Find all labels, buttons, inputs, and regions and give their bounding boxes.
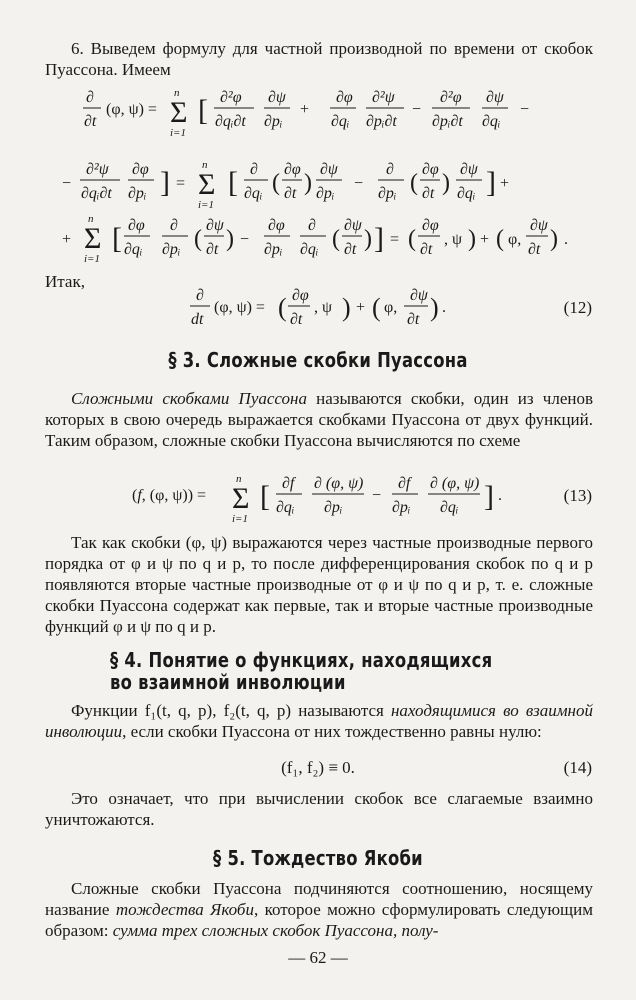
svg-text:(f, (φ, ψ)) =: (f, (φ, ψ)) = (132, 487, 207, 504)
equation-14-number: (14) (563, 758, 592, 777)
svg-text:=: = (390, 231, 400, 248)
svg-text:∂f: ∂f (282, 475, 295, 492)
svg-text:∂pᵢ: ∂pᵢ (162, 241, 181, 258)
svg-text:i=1: i=1 (170, 127, 186, 139)
svg-text:(: ( (496, 226, 504, 252)
svg-text:(: ( (272, 170, 280, 196)
svg-text:n: n (174, 87, 180, 99)
svg-text:n: n (202, 159, 208, 171)
svg-text:∂qᵢ∂t: ∂qᵢ∂t (215, 113, 246, 130)
svg-text:∂pᵢ∂t: ∂pᵢ∂t (366, 113, 397, 130)
svg-text:∂t: ∂t (84, 113, 97, 130)
svg-text:): ) (442, 170, 450, 196)
svg-text:]: ] (486, 166, 496, 199)
equation-12-number: (12) (563, 298, 592, 317)
svg-text:∂qᵢ: ∂qᵢ (276, 499, 295, 516)
svg-text:∂²φ: ∂²φ (440, 89, 462, 106)
svg-text:+: + (62, 231, 72, 248)
term-complex-brackets: Сложными скобками Пуассона (71, 389, 307, 408)
equation-14: (f₁, f₂) ≡ 0. (281, 758, 355, 777)
svg-text:dt: dt (191, 311, 204, 328)
svg-text:, ψ: , ψ (444, 231, 463, 248)
svg-text:∂t: ∂t (284, 185, 297, 202)
page-number: — 62 — (288, 948, 348, 967)
svg-text:[: [ (228, 166, 238, 199)
section-3-paragraph-1: Сложными скобками Пуассона называются скобки, один из членов которых в свою очередь выражается скобками Пуассона от двух функций. Таким образом, сложные скобки Пуассона вычисляются по схеме (45, 389, 593, 450)
itak-label: Итак, (45, 272, 85, 291)
svg-text:∂φ: ∂φ (128, 217, 145, 234)
svg-text:∂f: ∂f (398, 475, 411, 492)
svg-text:−: − (354, 175, 364, 192)
svg-text:[: [ (260, 480, 270, 513)
svg-text:−: − (240, 231, 250, 248)
svg-text:): ) (550, 226, 558, 252)
svg-text:∂qᵢ: ∂qᵢ (124, 241, 143, 258)
svg-text:∂: ∂ (386, 161, 394, 178)
svg-text:∂qᵢ∂t: ∂qᵢ∂t (81, 185, 112, 202)
svg-text:i=1: i=1 (232, 513, 248, 525)
svg-text:+: + (300, 101, 310, 118)
svg-text:∂: ∂ (170, 217, 178, 234)
svg-text:∂qᵢ: ∂qᵢ (300, 241, 319, 258)
svg-text:∂ψ: ∂ψ (320, 161, 338, 178)
svg-text:∂: ∂ (196, 287, 204, 304)
svg-text:∂pᵢ: ∂pᵢ (264, 241, 283, 258)
svg-text:∂t: ∂t (290, 311, 303, 328)
svg-text:∂qᵢ: ∂qᵢ (331, 113, 350, 130)
svg-text:∂φ: ∂φ (132, 161, 149, 178)
svg-text:∂φ: ∂φ (292, 287, 309, 304)
svg-text:∂ψ: ∂ψ (206, 217, 224, 234)
svg-text:(: ( (410, 170, 418, 196)
equation-dt-poisson-bracket (0, 84, 636, 274)
svg-text:Σ: Σ (170, 96, 188, 129)
svg-text:∂: ∂ (308, 217, 316, 234)
svg-text:∂pᵢ: ∂pᵢ (324, 499, 343, 516)
svg-text:Σ: Σ (232, 482, 250, 515)
svg-text:=: = (176, 175, 186, 192)
svg-text:]: ] (484, 480, 494, 513)
svg-text:∂φ: ∂φ (268, 217, 285, 234)
svg-text:i=1: i=1 (84, 253, 100, 265)
section-4-heading-line-2: во взаимной инволюции (110, 670, 346, 694)
svg-text:∂ψ: ∂ψ (410, 287, 428, 304)
jacobi-statement: сумма трех сложных скобок Пуассона, полу- (112, 921, 439, 940)
equation-13 (0, 468, 636, 528)
svg-text:.: . (498, 487, 502, 504)
svg-text:(: ( (194, 226, 202, 252)
svg-text:φ,: φ, (508, 231, 522, 248)
svg-text:−: − (62, 175, 72, 192)
svg-text:Σ: Σ (84, 222, 102, 255)
section-4-heading-line-1: § 4. Понятие о функциях, находящихся (110, 648, 493, 672)
svg-text:(: ( (278, 293, 287, 322)
svg-text:(: ( (372, 293, 381, 322)
svg-text:): ) (226, 226, 234, 252)
svg-text:∂ψ: ∂ψ (344, 217, 362, 234)
intro-paragraph: 6. Выведем формулу для частной производной по времени от скобок Пуассона. Имеем (45, 39, 593, 79)
section-3-heading: § 3. Сложные скобки Пуассона (168, 348, 468, 372)
svg-text:∂: ∂ (250, 161, 258, 178)
svg-text:(φ, ψ) =: (φ, ψ) = (214, 299, 265, 316)
svg-text:∂qᵢ: ∂qᵢ (440, 499, 459, 516)
svg-text:∂pᵢ: ∂pᵢ (128, 185, 147, 202)
svg-text:n: n (88, 213, 94, 225)
term-jacobi-identity: тождества Якоби (115, 900, 254, 919)
svg-text:, ψ: , ψ (314, 299, 333, 316)
section-3-paragraph-2: Так как скобки (φ, ψ) выражаются через частные производные первого порядка от φ и ψ по q и p, то после дифференцирования скобок по q и p появляются вторые частные производные от φ и ψ по q и p, т. е. сложные скобки Пуассона содержат как первые, так и вторые частные производные функций φ и ψ по q и p. (45, 533, 593, 636)
svg-text:∂t: ∂t (528, 241, 541, 258)
svg-text:): ) (304, 170, 312, 196)
svg-text:+: + (480, 231, 490, 248)
svg-text:−: − (412, 101, 422, 118)
svg-text:[: [ (198, 94, 208, 127)
section-4-paragraph-2: Это означает, что при вычислении скобок все слагаемые взаимно уничтожаются. (45, 789, 593, 829)
svg-text:∂pᵢ: ∂pᵢ (378, 185, 397, 202)
svg-text:): ) (364, 226, 372, 252)
svg-text:∂ (φ, ψ): ∂ (φ, ψ) (314, 475, 364, 492)
svg-text:.: . (564, 231, 568, 248)
svg-text:(: ( (332, 226, 340, 252)
svg-text:−: − (520, 101, 530, 118)
svg-text:∂qᵢ: ∂qᵢ (482, 113, 501, 130)
svg-text:∂: ∂ (86, 89, 94, 106)
term-involution: находящимися во взаимной инволюции (45, 701, 593, 741)
svg-text:∂pᵢ: ∂pᵢ (392, 499, 411, 516)
svg-text:∂ (φ, ψ): ∂ (φ, ψ) (430, 475, 480, 492)
svg-text:∂φ: ∂φ (284, 161, 301, 178)
svg-text:∂φ: ∂φ (422, 161, 439, 178)
svg-text:∂t: ∂t (422, 185, 435, 202)
section-5-heading: § 5. Тождество Якоби (213, 846, 423, 870)
svg-text:+: + (500, 175, 510, 192)
equation-13-number: (13) (563, 486, 592, 505)
svg-text:∂ψ: ∂ψ (460, 161, 478, 178)
svg-text:∂φ: ∂φ (336, 89, 353, 106)
svg-text:n: n (236, 473, 242, 485)
svg-text:∂ψ: ∂ψ (486, 89, 504, 106)
svg-text:∂²ψ: ∂²ψ (372, 89, 395, 106)
svg-text:∂²φ: ∂²φ (220, 89, 242, 106)
svg-text:∂pᵢ: ∂pᵢ (316, 185, 335, 202)
svg-text:∂t: ∂t (206, 241, 219, 258)
svg-text:∂t: ∂t (407, 311, 420, 328)
svg-text:Σ: Σ (198, 168, 216, 201)
svg-text:∂qᵢ: ∂qᵢ (457, 185, 476, 202)
svg-text:−: − (372, 487, 382, 504)
svg-text:]: ] (160, 166, 170, 199)
section-4-paragraph-1: Функции f₁(t, q, p), f₂(t, q, p) называются находящимися во взаимной инволюции, если скобки Пуассона от них тождественно равны нулю: (45, 701, 593, 741)
svg-text:+: + (356, 299, 366, 316)
svg-text:∂t: ∂t (344, 241, 357, 258)
svg-text:∂t: ∂t (420, 241, 433, 258)
svg-text:]: ] (374, 222, 384, 255)
svg-text:[: [ (112, 222, 122, 255)
svg-text:(φ, ψ) =: (φ, ψ) = (106, 101, 157, 118)
equation-12 (0, 282, 636, 336)
svg-text:i=1: i=1 (198, 199, 214, 211)
svg-text:∂ψ: ∂ψ (530, 217, 548, 234)
svg-text:∂φ: ∂φ (422, 217, 439, 234)
svg-text:∂²ψ: ∂²ψ (86, 161, 109, 178)
svg-text:∂qᵢ: ∂qᵢ (244, 185, 263, 202)
svg-text:∂pᵢ∂t: ∂pᵢ∂t (432, 113, 463, 130)
svg-text:(: ( (408, 226, 416, 252)
svg-text:∂pᵢ: ∂pᵢ (264, 113, 283, 130)
svg-text:.: . (442, 299, 446, 316)
svg-text:): ) (342, 293, 351, 322)
svg-text:∂ψ: ∂ψ (268, 89, 286, 106)
svg-text:φ,: φ, (384, 299, 398, 316)
svg-text:): ) (430, 293, 439, 322)
svg-text:): ) (468, 226, 476, 252)
section-5-paragraph-1: Сложные скобки Пуассона подчиняются соотношению, носящему название тождества Якоби, которое можно сформулировать следующим образом: сумма трех сложных скобок Пуассона, полу- (45, 879, 593, 940)
